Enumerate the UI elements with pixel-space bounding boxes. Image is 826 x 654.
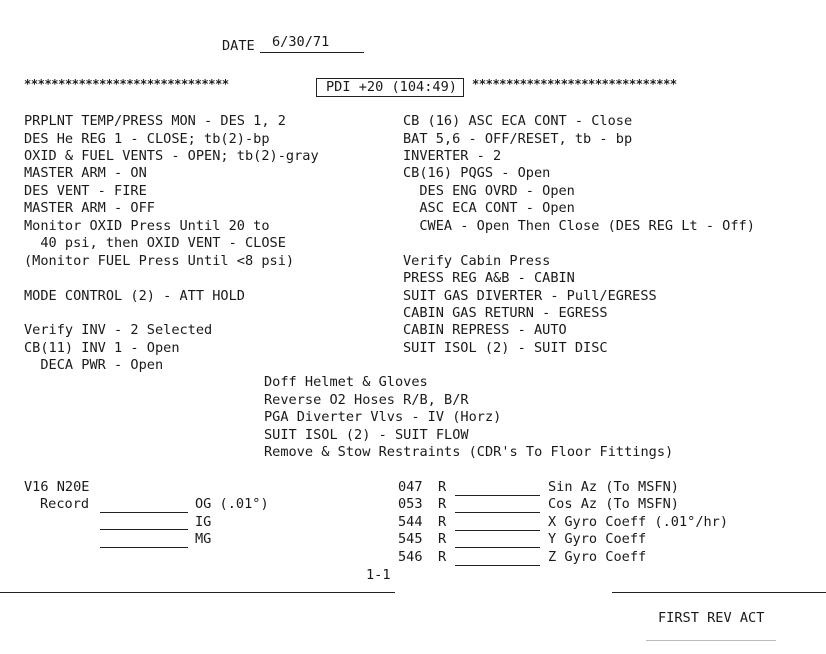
left-line: CB(11) INV 1 - Open xyxy=(24,340,180,356)
footer-rule-right xyxy=(612,592,826,593)
right-line: CABIN GAS RETURN - EGRESS xyxy=(403,305,608,321)
center-line: Reverse O2 Hoses R/B, B/R xyxy=(264,392,469,408)
footer-rule-bottom xyxy=(646,640,776,641)
left-line: OXID & FUEL VENTS - OPEN; tb(2)-gray xyxy=(24,148,319,164)
date-label: DATE xyxy=(222,38,255,54)
page-number: 1-1 xyxy=(366,567,391,583)
record-label: Record xyxy=(40,496,90,512)
register-desc: Cos Az (To MSFN) xyxy=(548,496,679,512)
left-line: Monitor OXID Press Until 20 to xyxy=(24,218,270,234)
banner-stars-left: ****************************** xyxy=(24,77,229,91)
center-line: SUIT ISOL (2) - SUIT FLOW xyxy=(264,427,469,443)
register-number: 546 xyxy=(398,549,423,565)
left-line: DES He REG 1 - CLOSE; tb(2)-bp xyxy=(24,131,270,147)
center-line: Doff Helmet & Gloves xyxy=(264,374,428,390)
ig-field-label: IG xyxy=(195,514,212,530)
center-line: PGA Diverter Vlvs - IV (Horz) xyxy=(264,409,502,425)
register-desc: Sin Az (To MSFN) xyxy=(548,479,679,495)
right-line: CABIN REPRESS - AUTO xyxy=(403,322,567,338)
date-underline xyxy=(260,52,364,53)
register-flag: R xyxy=(438,531,447,547)
mg-blank xyxy=(100,547,188,548)
register-blank xyxy=(455,547,540,548)
register-flag: R xyxy=(438,549,447,565)
register-number: 053 xyxy=(398,496,423,512)
left-line: DECA PWR - Open xyxy=(24,357,164,373)
right-line: DES ENG OVRD - Open xyxy=(403,183,575,199)
left-line: DES VENT - FIRE xyxy=(24,183,147,199)
register-flag: R xyxy=(438,514,447,530)
left-line: 40 psi, then OXID VENT - CLOSE xyxy=(24,235,286,251)
left-line: MASTER ARM - ON xyxy=(24,165,147,181)
footer-rule-left xyxy=(0,592,395,593)
banner-stars-right: ****************************** xyxy=(472,77,677,91)
right-line: CB(16) PQGS - Open xyxy=(403,165,551,181)
register-flag: R xyxy=(438,479,447,495)
left-line: MODE CONTROL (2) - ATT HOLD xyxy=(24,288,245,304)
date-value: 6/30/71 xyxy=(272,34,330,50)
register-desc: Z Gyro Coeff xyxy=(548,549,647,565)
og-blank xyxy=(100,512,188,513)
v16-title: V16 N20E xyxy=(24,479,90,495)
banner-title: PDI +20 (104:49) xyxy=(326,79,457,95)
left-line: PRPLNT TEMP/PRESS MON - DES 1, 2 xyxy=(24,113,286,129)
section-title: FIRST REV ACT xyxy=(658,610,765,626)
register-blank xyxy=(455,530,540,531)
right-line: BAT 5,6 - OFF/RESET, tb - bp xyxy=(403,131,633,147)
register-blank xyxy=(455,512,540,513)
mg-field-label: MG xyxy=(195,531,212,547)
register-flag: R xyxy=(438,496,447,512)
right-line: CB (16) ASC ECA CONT - Close xyxy=(403,113,633,129)
register-blank xyxy=(455,565,540,566)
register-desc: X Gyro Coeff (.01°/hr) xyxy=(548,514,729,530)
ig-blank xyxy=(100,529,188,530)
right-line: CWEA - Open Then Close (DES REG Lt - Off) xyxy=(403,218,755,234)
og-field-label: OG (.01°) xyxy=(195,496,269,512)
register-desc: Y Gyro Coeff xyxy=(548,531,647,547)
right-line: SUIT GAS DIVERTER - Pull/EGRESS xyxy=(403,288,657,304)
register-blank xyxy=(455,495,540,496)
right-line: ASC ECA CONT - Open xyxy=(403,200,575,216)
register-number: 544 xyxy=(398,514,423,530)
register-number: 047 xyxy=(398,479,423,495)
right-line: INVERTER - 2 xyxy=(403,148,502,164)
center-line: Remove & Stow Restraints (CDR's To Floor Fittings) xyxy=(264,444,674,460)
right-line: Verify Cabin Press xyxy=(403,253,551,269)
right-line: PRESS REG A&B - CABIN xyxy=(403,270,575,286)
left-line: MASTER ARM - OFF xyxy=(24,200,155,216)
left-line: Verify INV - 2 Selected xyxy=(24,322,213,338)
left-line: (Monitor FUEL Press Until <8 psi) xyxy=(24,253,295,269)
right-line: SUIT ISOL (2) - SUIT DISC xyxy=(403,340,608,356)
register-number: 545 xyxy=(398,531,423,547)
